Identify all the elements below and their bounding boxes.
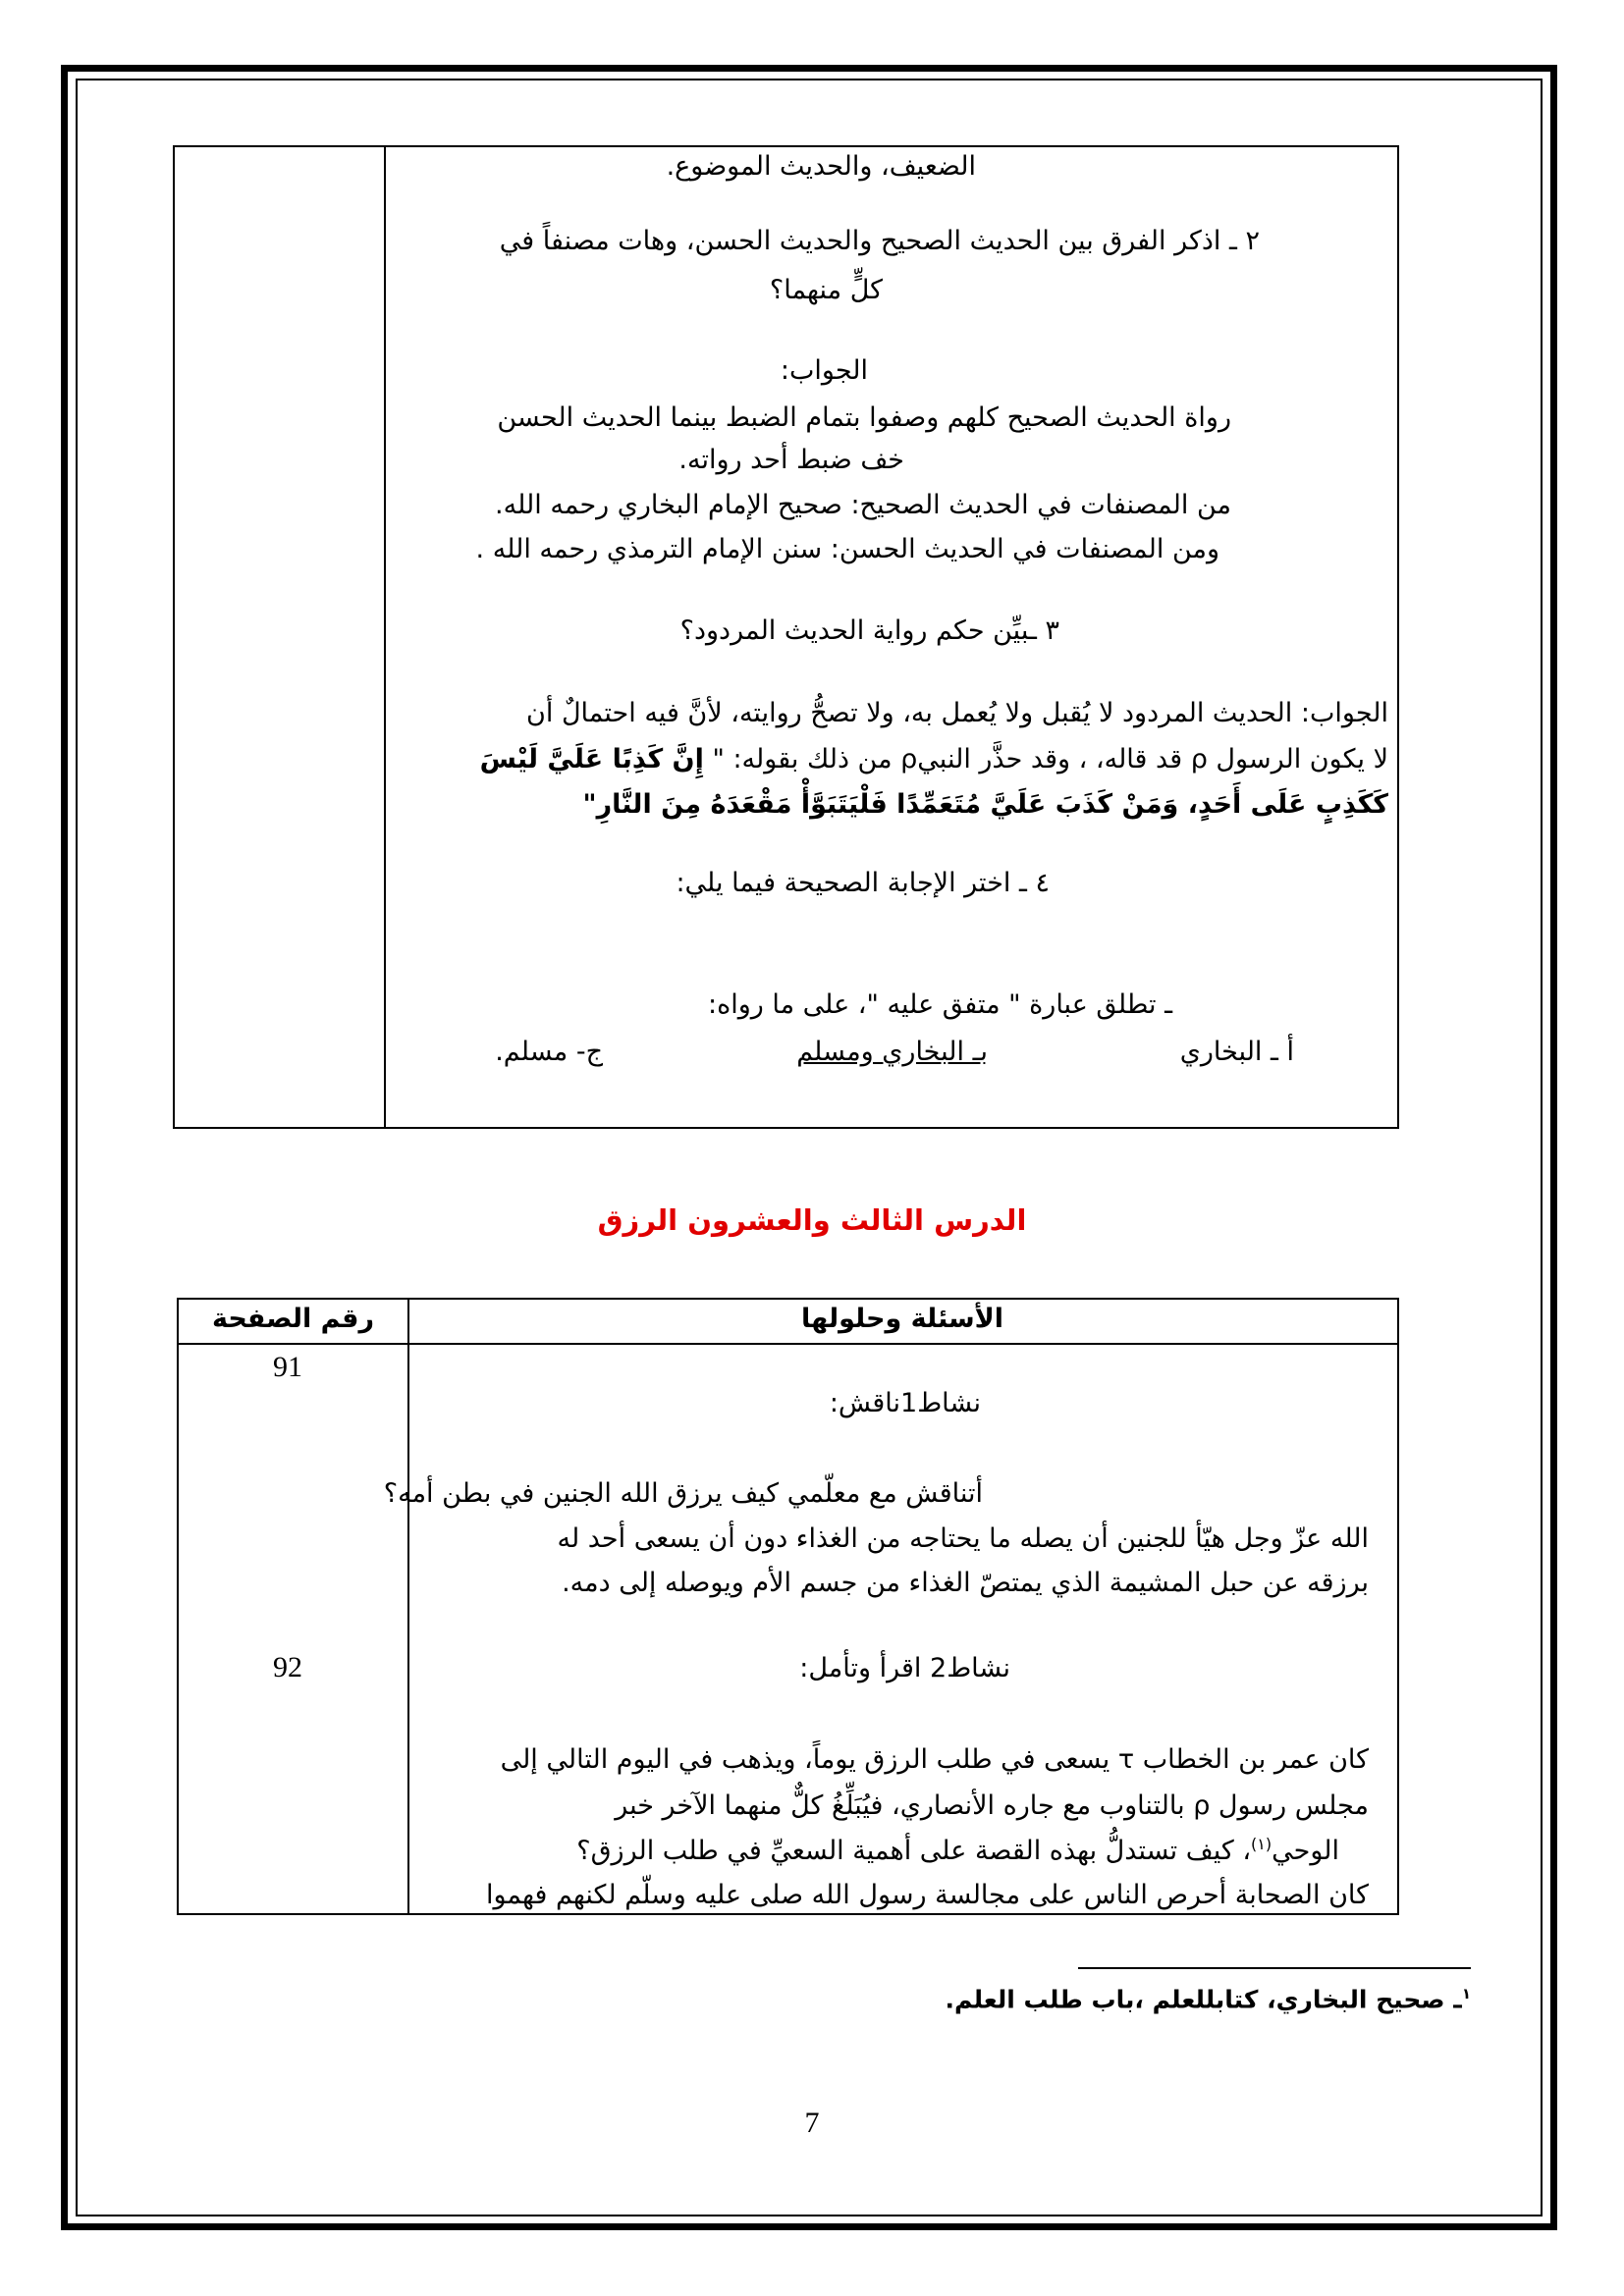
text-line: ومن المصنفات في الحديث الحسن: سنن الإمام الترمذي رحمه الله . xyxy=(475,534,1219,564)
text-line xyxy=(576,1834,1339,1868)
hadith-text: إِنَّ كَذِبًا عَلَيَّ لَيْسَ xyxy=(479,744,704,774)
option-b xyxy=(796,1035,988,1069)
text-line: الله عزّ وجل هيّأ للجنين أن يصله ما يحتاجه من الغذاء دون أن يسعى أحد له xyxy=(557,1523,1369,1554)
text-line: كان الصحابة أحرص الناس على مجالسة رسول الله صلى عليه وسلّم لكنهم فهموا xyxy=(485,1880,1369,1910)
page-ref-91: 91 xyxy=(273,1351,302,1383)
activity-1-title: نشاط1ناقش: xyxy=(829,1388,981,1418)
mcq-stem: ـ تطلق عبارة " متفق عليه "، على ما رواه: xyxy=(707,989,1172,1020)
column-divider xyxy=(384,147,386,1127)
footnote-text: ـ صحيح البخاري، كتابللعلم ،باب طلب العلم. xyxy=(945,1985,1462,2014)
text-line: مجلس رسول ρ بالتناوب مع جاره الأنصاري، فيُبَلِّغُ كلٌّ منهما الآخر خبر xyxy=(615,1790,1369,1821)
text-line: برزقه عن حبل المشيمة الذي يمتصّ الغذاء من جسم الأم ويوصله إلى دمه. xyxy=(562,1568,1369,1598)
header-divider xyxy=(179,1343,1397,1345)
option-b-letter: ب xyxy=(980,1037,988,1067)
footnote-marker: ١ xyxy=(1461,1985,1471,2002)
footnote-ref: (١) xyxy=(1251,1835,1272,1853)
lesson-title: الدرس الثالث والعشرون الرزق xyxy=(597,1203,1027,1237)
header-questions: الأسئلة وحلولها xyxy=(800,1304,1004,1334)
column-divider xyxy=(407,1300,409,1913)
page-ref-92: 92 xyxy=(273,1651,302,1683)
option-a: أ ـ البخاري xyxy=(1179,1037,1294,1067)
question-3: ٣ ـبيِّن حكم رواية الحديث المردود؟ xyxy=(679,615,1059,646)
text-fragment: الوحي xyxy=(1272,1836,1339,1866)
text-line: أتناقش مع معلّمي كيف يرزق الله الجنين في بطن أمه؟ xyxy=(383,1478,983,1509)
text-line: خف ضبط أحد رواته. xyxy=(678,445,904,475)
text-line: كان عمر بن الخطاب τ يسعى في طلب الرزق يوماً، ويذهب في اليوم التالي إلى xyxy=(500,1744,1369,1775)
option-b-correct: ـ البخاري ومسلم xyxy=(796,1037,981,1067)
answer-3-line xyxy=(480,742,1388,776)
text-line: رواة الحديث الصحيح كلهم وصفوا بتمام الضبط بينما الحديث الحسن xyxy=(497,402,1231,433)
option-c: ج- مسلم. xyxy=(495,1037,603,1067)
footnote xyxy=(945,1985,1471,2013)
footnote-separator xyxy=(1078,1967,1471,1969)
header-page-number: رقم الصفحة xyxy=(211,1304,375,1334)
question-4: ٤ ـ اختر الإجابة الصحيحة فيما يلي: xyxy=(676,868,1050,898)
text-line: الضعيف، والحديث الموضوع. xyxy=(666,151,976,182)
answer-label: الجواب: xyxy=(780,355,868,386)
page-number: 7 xyxy=(804,2107,820,2139)
answer-3-line: الجواب: الحديث المردود لا يُقبل ولا يُعمل به، ولا تصحُّ روايته، لأنَّ فيه احتمالٌ أن xyxy=(526,698,1388,728)
text-line: من المصنفات في الحديث الصحيح: صحيح الإمام البخاري رحمه الله. xyxy=(495,490,1231,520)
question-2: ٢ ـ اذكر الفرق بين الحديث الصحيح والحديث الحسن، وهات مصنفاً في xyxy=(499,226,1260,256)
answer-3-text: لا يكون الرسول ρ قد قاله، ، وقد حذَّر النبيρ من ذلك بقوله: " xyxy=(712,744,1388,774)
text-line: كلٍّ منهما؟ xyxy=(769,275,883,305)
hadith-text-continued: كَكَذِبٍ عَلَى أَحَدٍ، وَمَنْ كَذَبَ عَلَيَّ مُتَعَمِّدًا فَلْيَتَبَوَّأْ مَقْعَدَهُ مِنَ النَّارِ" xyxy=(582,789,1388,820)
activity-2-title: نشاط2 اقرأ وتأمل: xyxy=(799,1653,1010,1683)
text-fragment: ، كيف تستدلُّ بهذه القصة على أهمية السعيِّ في طلب الرزق؟ xyxy=(576,1836,1252,1866)
